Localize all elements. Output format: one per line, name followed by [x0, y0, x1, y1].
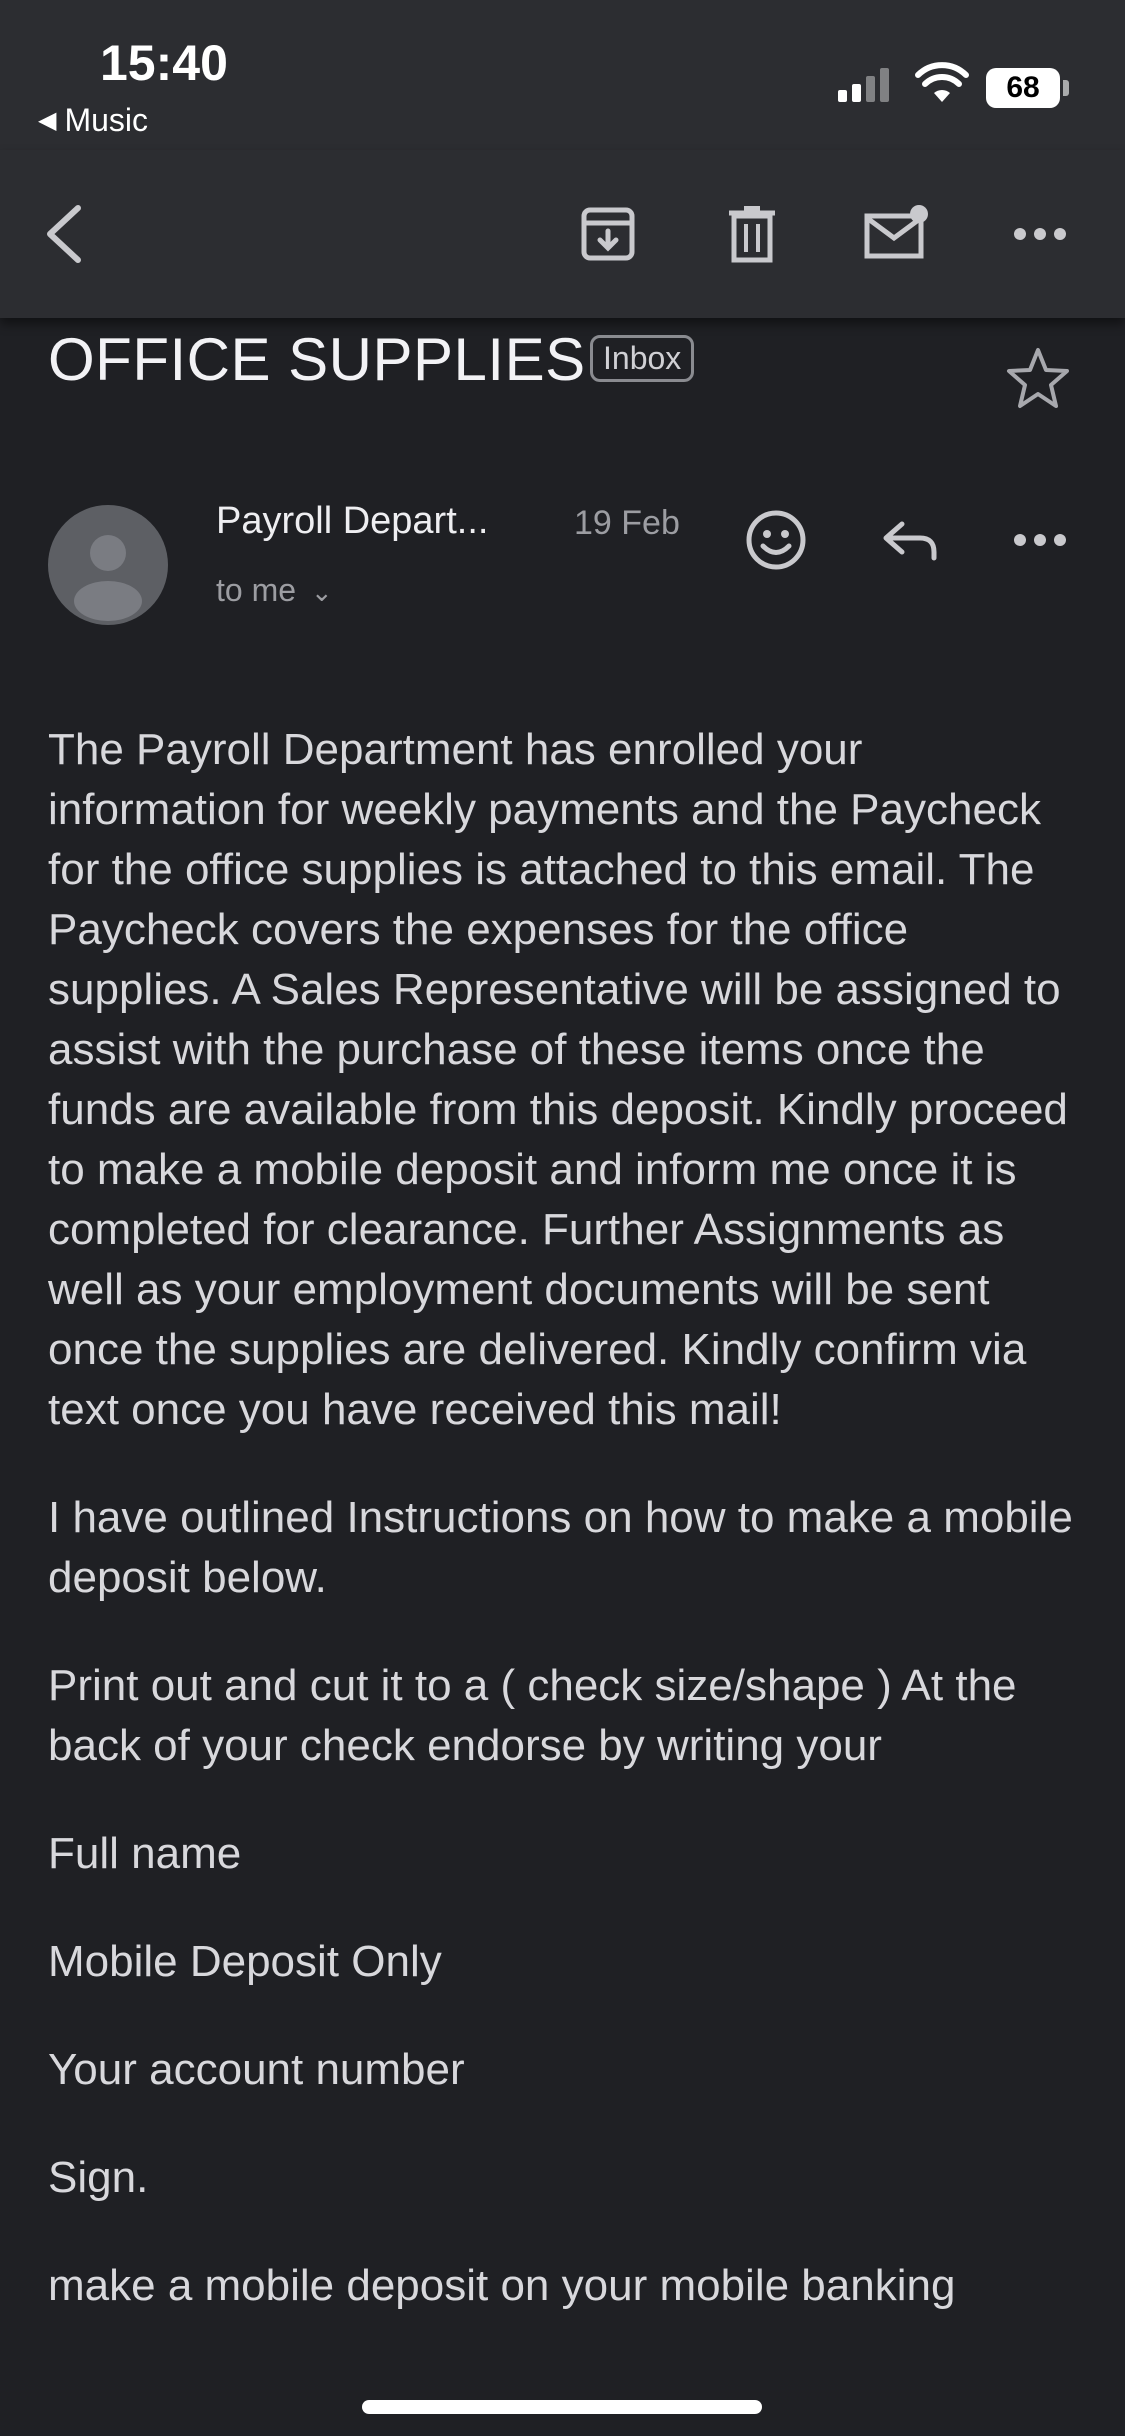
body-paragraph: The Payroll Department has enrolled your information for weekly payments and the Paycheck for the office supplies is attached to this email. The Paycheck covers the expenses for the office supplies. A Sales Representative will be assigned to assist with the purchase of these items once the funds are available from this deposit. Kindly proceed to make a mobile deposit and inform me once it is completed for clearance. Further Assignments as well as your employment documents will be sent once the supplies are delivered. Kindly confirm via text once you have received this mail!	[48, 725, 1068, 1434]
body-paragraph: Full name	[48, 1829, 242, 1878]
battery-icon: 68	[986, 68, 1060, 108]
body-paragraph: Your account number	[48, 2045, 465, 2094]
status-time: 15:40	[100, 35, 228, 91]
back-arrow-icon[interactable]	[28, 198, 100, 270]
wifi-icon	[915, 62, 969, 106]
archive-icon[interactable]	[572, 198, 644, 270]
star-icon[interactable]	[1005, 346, 1071, 415]
body-paragraph: make a mobile deposit on your mobile banking	[48, 2261, 956, 2310]
email-body	[48, 720, 1088, 2364]
cellular-signal-icon	[838, 68, 889, 102]
recipient-toggle[interactable]	[216, 572, 333, 609]
chevron-down-icon: ⌄	[310, 577, 333, 607]
sender-name[interactable]: Payroll Depart...	[216, 500, 489, 542]
recipient-label: to me	[216, 572, 297, 608]
back-app-label: Music	[64, 102, 149, 138]
trash-icon[interactable]	[716, 198, 788, 270]
body-paragraph: Sign.	[48, 2153, 149, 2202]
person-icon	[48, 505, 168, 625]
body-paragraph: I have outlined Instructions on how to make a mobile deposit below.	[48, 1493, 1073, 1602]
email-subject: OFFICE SUPPLIES	[48, 326, 586, 393]
home-indicator[interactable]	[362, 2400, 762, 2414]
reply-icon[interactable]	[870, 500, 950, 580]
emoji-reaction-icon[interactable]	[736, 500, 816, 580]
battery-nub	[1063, 80, 1069, 96]
status-bar	[0, 0, 1125, 150]
body-paragraph: Mobile Deposit Only	[48, 1937, 442, 1986]
email-toolbar	[0, 150, 1125, 318]
back-to-app-link[interactable]	[38, 102, 148, 139]
sender-avatar[interactable]	[48, 505, 168, 625]
mark-unread-icon[interactable]	[860, 198, 932, 270]
message-more-icon[interactable]	[1000, 500, 1080, 580]
subject-row	[48, 325, 1078, 405]
body-paragraph: Print out and cut it to a ( check size/shape ) At the back of your check endorse by writing your	[48, 1661, 1017, 1770]
more-vert-icon[interactable]	[1004, 198, 1076, 270]
back-triangle-icon: ◀	[38, 107, 57, 134]
inbox-label-badge[interactable]: Inbox	[590, 335, 694, 382]
email-date: 19 Feb	[574, 504, 680, 542]
